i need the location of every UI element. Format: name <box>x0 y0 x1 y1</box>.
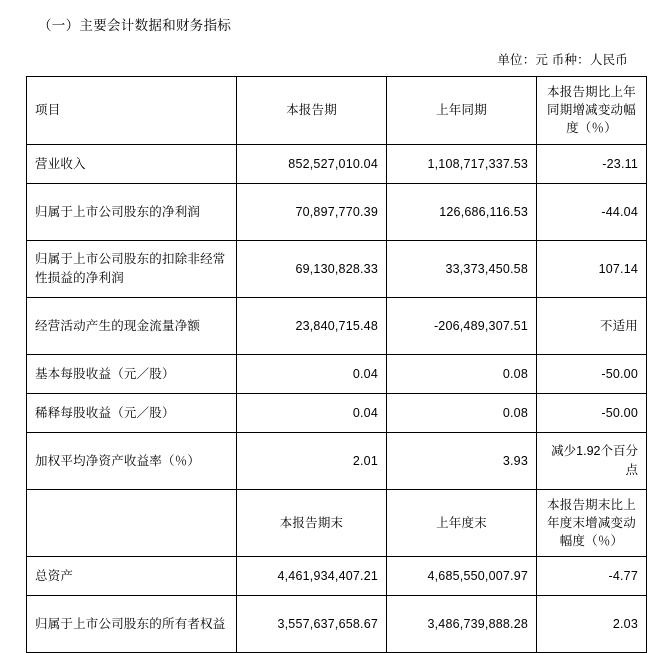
row-current-value: 0.04 <box>237 393 387 432</box>
row-previous-value: 3,486,739,888.28 <box>387 595 537 652</box>
header-cell-item: 项目 <box>27 77 237 144</box>
row-label: 归属于上市公司股东的所有者权益 <box>27 595 237 652</box>
header-cell-previous-year-end: 上年度末 <box>387 489 537 556</box>
row-previous-value: 0.08 <box>387 354 537 393</box>
unit-currency-note: 单位：元 币种：人民币 <box>497 53 628 68</box>
row-previous-value: -206,489,307.51 <box>387 297 537 354</box>
row-change-value: 2.03 <box>537 595 647 652</box>
row-previous-value: 126,686,116.53 <box>387 183 537 240</box>
table-row <box>27 354 647 393</box>
row-previous-value: 3.93 <box>387 432 537 489</box>
row-current-value: 4,461,934,407.21 <box>237 556 387 595</box>
row-change-value: -50.00 <box>537 354 647 393</box>
row-change-value: -44.04 <box>537 183 647 240</box>
row-previous-value: 33,373,450.58 <box>387 240 537 297</box>
row-current-value: 70,897,770.39 <box>237 183 387 240</box>
row-change-value: 不适用 <box>537 297 647 354</box>
row-previous-value: 4,685,550,007.97 <box>387 556 537 595</box>
row-label: 归属于上市公司股东的扣除非经常性损益的净利润 <box>27 240 237 297</box>
table-row <box>27 393 647 432</box>
table-row <box>27 432 647 489</box>
row-label: 营业收入 <box>27 144 237 183</box>
table-row <box>27 297 647 354</box>
header-cell-current-period-end: 本报告期末 <box>237 489 387 556</box>
row-label: 总资产 <box>27 556 237 595</box>
table-header-row-balance <box>27 489 647 556</box>
row-label: 加权平均净资产收益率（％） <box>27 432 237 489</box>
financial-summary-table <box>26 76 647 653</box>
section-heading: （一）主要会计数据和财务指标 <box>38 18 232 33</box>
header-cell-change-period: 本报告期比上年同期增减变动幅度（％） <box>537 77 647 144</box>
row-previous-value: 1,108,717,337.53 <box>387 144 537 183</box>
row-change-value: -50.00 <box>537 393 647 432</box>
row-current-value: 3,557,637,658.67 <box>237 595 387 652</box>
row-current-value: 2.01 <box>237 432 387 489</box>
header-cell-change-balance: 本报告期末比上年度末增减变动幅度（％） <box>537 489 647 556</box>
table-header-row-period <box>27 77 647 144</box>
table-row <box>27 183 647 240</box>
row-change-value: -23.11 <box>537 144 647 183</box>
table-row <box>27 144 647 183</box>
row-label: 经营活动产生的现金流量净额 <box>27 297 237 354</box>
row-current-value: 69,130,828.33 <box>237 240 387 297</box>
header-cell-item-blank <box>27 489 237 556</box>
header-cell-previous-period: 上年同期 <box>387 77 537 144</box>
table-row <box>27 556 647 595</box>
table-row <box>27 240 647 297</box>
row-current-value: 852,527,010.04 <box>237 144 387 183</box>
header-cell-current-period: 本报告期 <box>237 77 387 144</box>
row-change-value: 减少1.92个百分点 <box>537 432 647 489</box>
row-current-value: 23,840,715.48 <box>237 297 387 354</box>
row-current-value: 0.04 <box>237 354 387 393</box>
row-change-value: -4.77 <box>537 556 647 595</box>
row-label: 稀释每股收益（元／股） <box>27 393 237 432</box>
row-label: 基本每股收益（元／股） <box>27 354 237 393</box>
row-previous-value: 0.08 <box>387 393 537 432</box>
table-row <box>27 595 647 652</box>
row-label: 归属于上市公司股东的净利润 <box>27 183 237 240</box>
row-change-value: 107.14 <box>537 240 647 297</box>
